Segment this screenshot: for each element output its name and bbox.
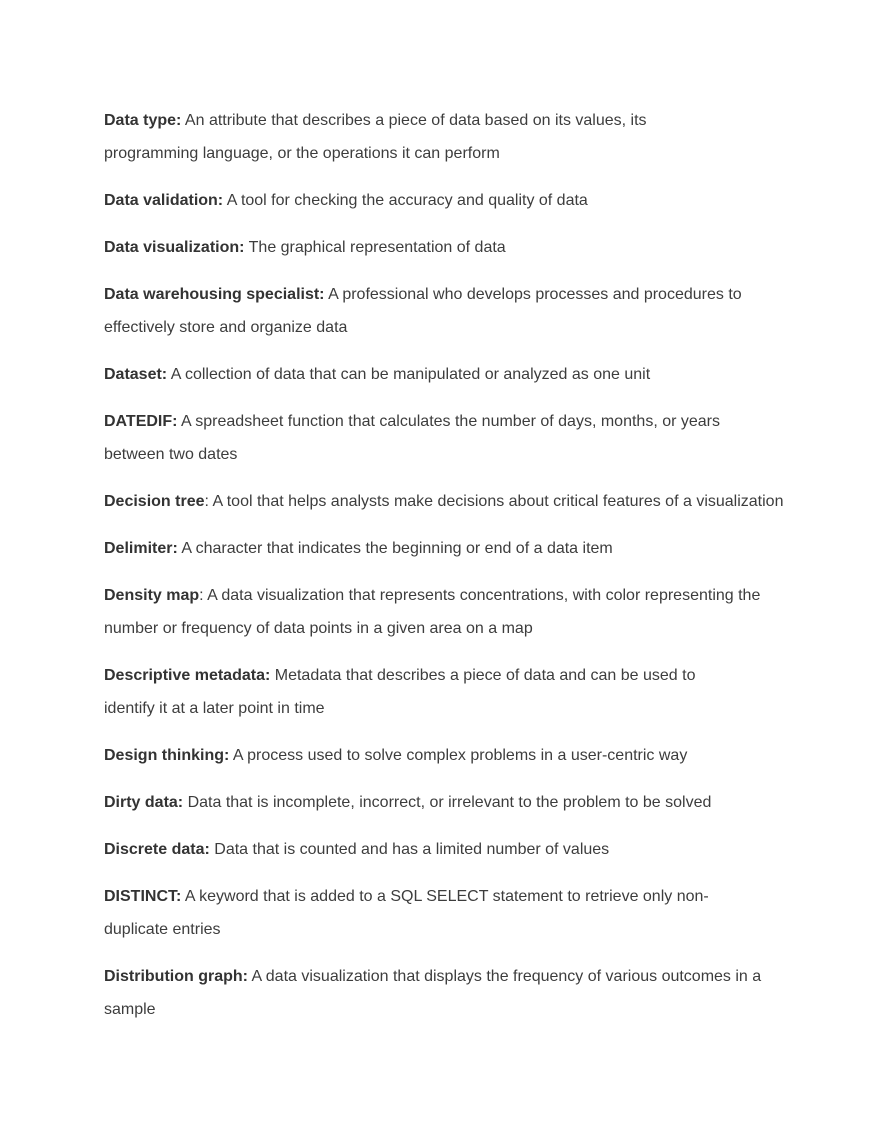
glossary-term: DATEDIF:	[104, 413, 178, 430]
glossary-entry-discrete-data	[104, 833, 824, 866]
glossary-entry-distribution-graph	[104, 960, 784, 1026]
glossary-term: Data warehousing specialist:	[104, 286, 325, 303]
glossary-list	[104, 104, 824, 1040]
glossary-entry-data-validation	[104, 184, 824, 217]
glossary-definition: The graphical representation of data	[244, 239, 506, 256]
glossary-entry-data-type	[104, 104, 704, 170]
glossary-term: Discrete data:	[104, 841, 210, 858]
glossary-entry-data-warehousing-specialist	[104, 278, 774, 344]
glossary-definition: A character that indicates the beginning or end of a data item	[177, 540, 613, 557]
glossary-entry-delimiter	[104, 532, 824, 565]
glossary-definition: : A tool that helps analysts make decisions about critical features of a visualization	[204, 493, 784, 510]
glossary-entry-dirty-data	[104, 786, 824, 819]
glossary-term: Dirty data:	[104, 794, 184, 811]
glossary-entry-datedif	[104, 405, 764, 471]
glossary-term: Design thinking:	[104, 747, 230, 764]
glossary-term: Data visualization:	[104, 239, 245, 256]
glossary-entry-data-visualization	[104, 231, 824, 264]
glossary-term: Delimiter:	[104, 540, 178, 557]
glossary-definition: A tool for checking the accuracy and quality of data	[223, 192, 588, 209]
glossary-term: Dataset:	[104, 366, 168, 383]
glossary-definition: A collection of data that can be manipulated or analyzed as one unit	[167, 366, 651, 383]
glossary-term: Decision tree	[104, 493, 205, 510]
glossary-entry-decision-tree	[104, 485, 844, 518]
glossary-term: Density map	[104, 587, 200, 604]
glossary-entry-dataset	[104, 358, 824, 391]
glossary-term: Descriptive metadata:	[104, 667, 271, 684]
glossary-entry-descriptive-metadata	[104, 659, 744, 725]
glossary-term: Distribution graph:	[104, 968, 248, 985]
glossary-entry-density-map	[104, 579, 774, 645]
glossary-definition: A data visualization that displays the frequency of various outcomes in a sample	[104, 968, 762, 1018]
glossary-definition: A process used to solve complex problems in a user-centric way	[229, 747, 688, 764]
glossary-entry-design-thinking	[104, 739, 824, 772]
glossary-definition: A professional who develops processes and procedures to effectively store and organize data	[104, 286, 742, 336]
glossary-definition: Metadata that describes a piece of data and can be used to identify it at a later point in time	[104, 667, 696, 717]
glossary-definition: Data that is incomplete, incorrect, or irrelevant to the problem to be solved	[183, 794, 712, 811]
glossary-definition: Data that is counted and has a limited number of values	[209, 841, 610, 858]
glossary-definition: : A data visualization that represents concentrations, with color representing the number or frequency of data points in a given area on a map	[104, 587, 761, 637]
glossary-definition: A spreadsheet function that calculates the number of days, months, or years between two dates	[104, 413, 720, 463]
glossary-definition: An attribute that describes a piece of data based on its values, its programming language, or the operations it can perform	[104, 112, 647, 162]
glossary-definition: A keyword that is added to a SQL SELECT statement to retrieve only non-duplicate entries	[104, 888, 709, 938]
glossary-entry-distinct	[104, 880, 754, 946]
glossary-term: Data validation:	[104, 192, 224, 209]
glossary-term: Data type:	[104, 112, 182, 129]
glossary-term: DISTINCT:	[104, 888, 182, 905]
